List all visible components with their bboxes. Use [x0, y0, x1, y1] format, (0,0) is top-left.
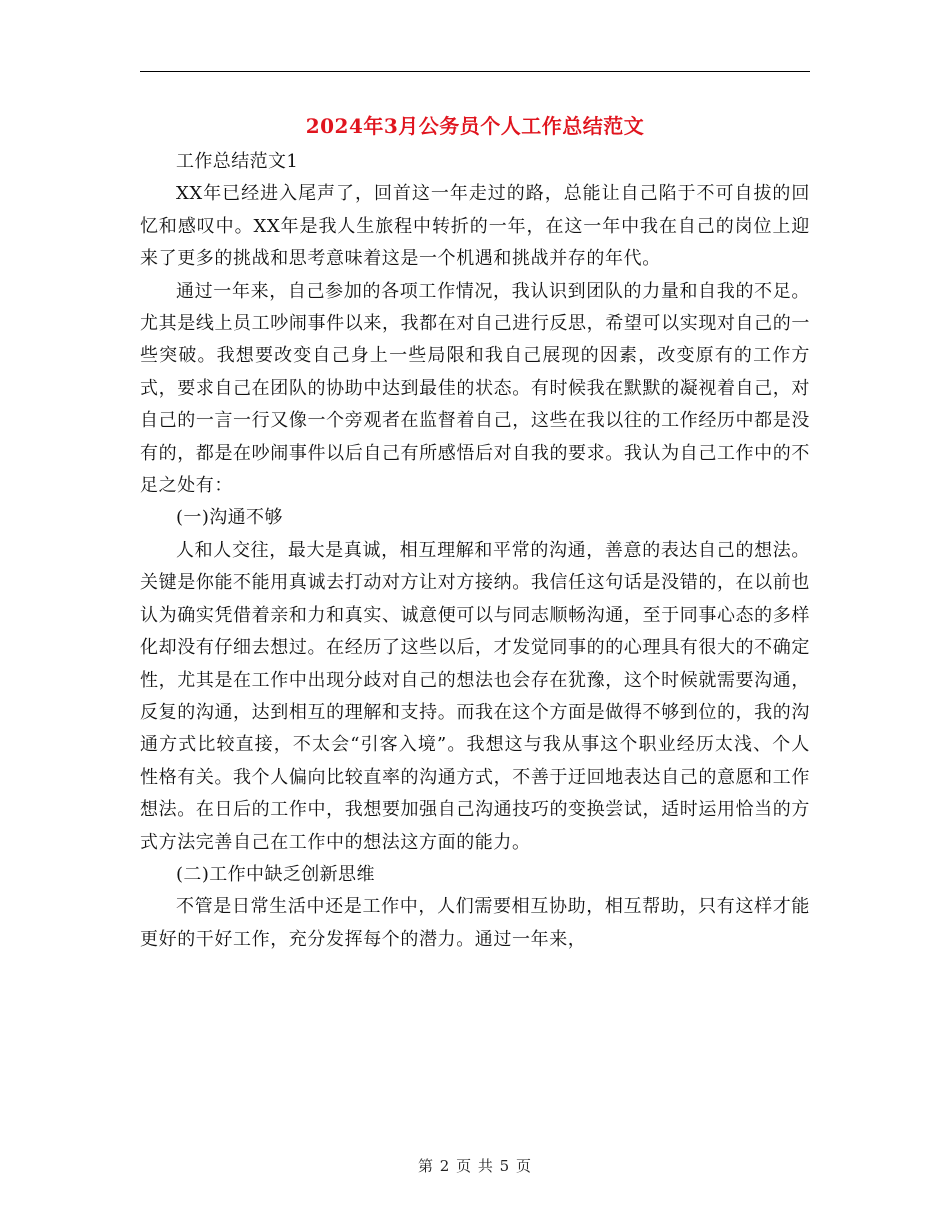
paragraph: 人和人交往，最大是真诚，相互理解和平常的沟通，善意的表达自己的想法。关键是你能不能用真诚去打动对方让对方接纳。我信任这句话是没错的，在以前也认为确实凭借着亲和力和真实、诚意便可以与同志顺畅沟通，至于同事心态的多样化却没有仔细去想过。在经历了这些以后，才发觉同事的的心理具有很大的不确定性，尤其是在工作中出现分歧对自己的想法也会存在犹豫，这个时候就需要沟通，反复的沟通，达到相互的理解和支持。而我在这个方面是做得不够到位的，我的沟通方式比较直接，不太会“引客入境”。我想这与我从事这个职业经历太浅、个人性格有关。我个人偏向比较直率的沟通方式，不善于迂回地表达自己的意愿和工作想法。在日后的工作中，我想要加强自己沟通技巧的变换尝试，适时运用恰当的方式方法完善自己在工作中的想法这方面的能力。 — [140, 539, 810, 853]
document-body — [140, 146, 810, 956]
page-number-footer: 第 2 页 共 5 页 — [418, 1157, 532, 1175]
paragraph: XX年已经进入尾声了，回首这一年走过的路，总能让自己陷于不可自拔的回忆和感叹中。XX年是我人生旅程中转折的一年，在这一年中我在自己的岗位上迎来了更多的挑战和思考意味着这是一个机遇和挑战并存的年代。 — [140, 183, 810, 270]
paragraph: 通过一年来，自己参加的各项工作情况，我认识到团队的力量和自我的不足。尤其是线上员工吵闹事件以来，我都在对自己进行反思，希望可以实现对自己的一些突破。我想要改变自己身上一些局限和我自己展现的因素，改变原有的工作方式，要求自己在团队的协助中达到最佳的状态。有时候我在默默的凝视着自己，对自己的一言一行又像一个旁观者在监督着自己，这些在我以往的工作经历中都是没有的，都是在吵闹事件以后自己有所感悟后对自我的要求。我认为自己工作中的不足之处有： — [140, 280, 810, 497]
paragraph: 不管是日常生活中还是工作中，人们需要相互协助，相互帮助，只有这样才能更好的干好工作，充分发挥每个的潜力。通过一年来， — [140, 896, 810, 950]
document-title: 2024年3月公务员个人工作总结范文 — [305, 114, 645, 138]
section-heading: 工作总结范文1 — [176, 151, 299, 172]
subsection-heading: (二)工作中缺乏创新思维 — [176, 863, 375, 885]
header-rule — [140, 71, 810, 72]
subsection-heading: (一)沟通不够 — [176, 507, 283, 529]
